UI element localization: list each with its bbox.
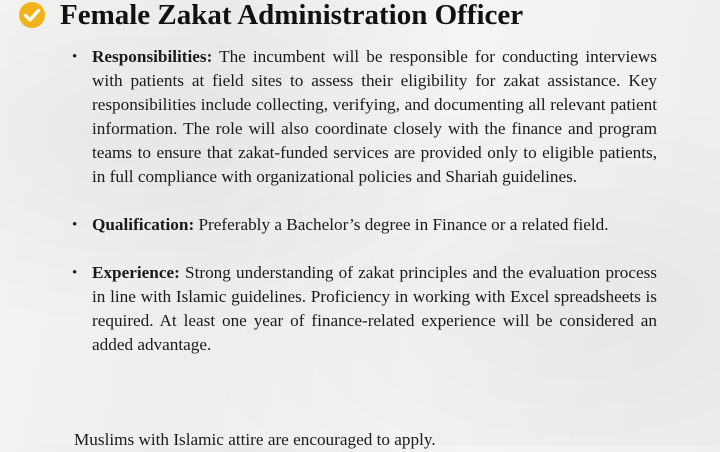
page-title: Female Zakat Administration Officer — [60, 0, 524, 31]
responsibilities-item — [72, 45, 657, 189]
bullet-icon: • — [72, 49, 78, 65]
header — [18, 0, 523, 30]
qualification-label: Qualification: — [92, 215, 195, 234]
qualification-item — [72, 213, 657, 237]
experience-item — [72, 261, 657, 357]
responsibilities-label: Responsibilities: — [92, 47, 213, 66]
experience-label: Experience: — [92, 263, 180, 282]
qualification-text: Preferably a Bachelor’s degree in Finance or a related field. — [198, 215, 609, 234]
responsibilities-text: The incumbent will be responsible for conducting interviews with patients at field sites to assess their eligibility for zakat assistance. Key responsibilities include collecting, verifying, and documenting all relevant patient information. The role will also coordinate closely with the finance and program teams to ensure that zakat-funded services are provided only to eligible patients, in full compliance with organizational policies and Shariah guidelines. — [92, 47, 657, 186]
experience-text: Strong understanding of zakat principles and the evaluation process in line with Islamic guidelines. Proficiency in working with Excel spreadsheets is required. At least one year of finance-related experience will be considered an added advantage. — [92, 263, 657, 354]
bullet-icon: • — [72, 217, 78, 233]
check-circle-icon — [18, 1, 46, 29]
footer-note: Muslims with Islamic attire are encouraged to apply. — [74, 430, 436, 449]
job-details-list — [72, 45, 657, 357]
bullet-icon: • — [72, 265, 78, 281]
